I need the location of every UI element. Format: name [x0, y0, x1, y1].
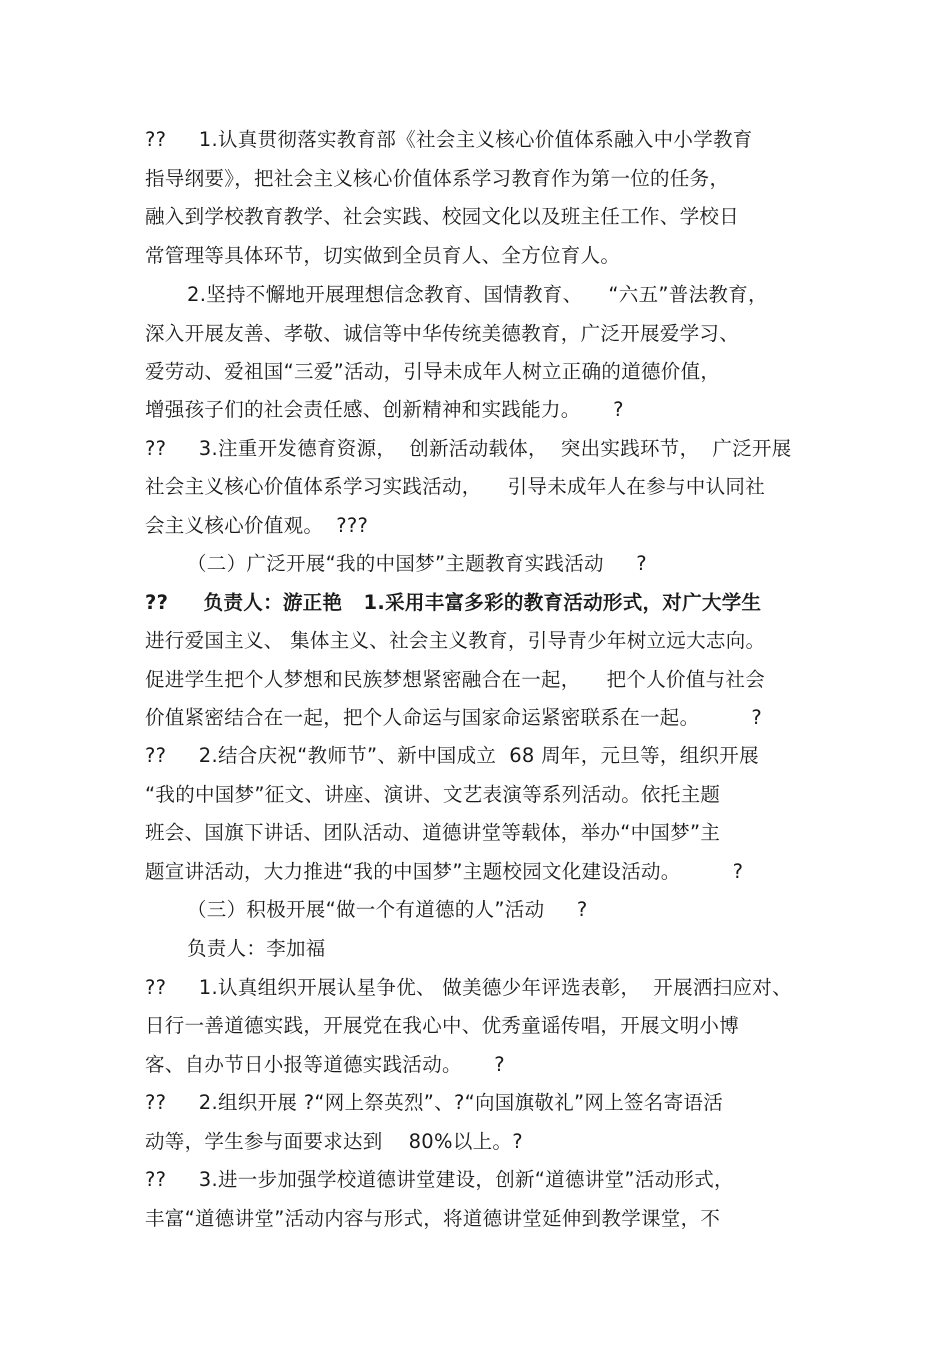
text-line: 深入开展友善、孝敬、诚信等中华传统美德教育，广泛开展爱学习、	[145, 322, 740, 345]
section-heading: （三）积极开展“做一个有道德的人”活动 ?	[187, 898, 588, 921]
text-line: ?? 1.认真贯彻落实教育部《社会主义核心价值体系融入中小学教育	[145, 128, 753, 151]
text-line: ?? 3.进一步加强学校道德讲堂建设，创新“道德讲堂”活动形式，	[145, 1168, 734, 1191]
section-heading: （二）广泛开展“我的中国梦”主题教育实践活动 ?	[187, 552, 647, 575]
text-line: 价值紧密结合在一起，把个人命运与国家命运紧密联系在一起。 ?	[145, 706, 763, 729]
text-line: 日行一善道德实践，开展党在我心中、优秀童谣传唱，开展文明小博	[145, 1014, 740, 1037]
text-line: 指导纲要》，把社会主义核心价值体系学习教育作为第一位的任务，	[145, 167, 730, 190]
text-line: “我的中国梦”征文、讲座、演讲、文艺表演等系列活动。依托主题	[145, 783, 721, 806]
text-line: 融入到学校教育教学、社会实践、校园文化以及班主任工作、学校日	[145, 205, 740, 228]
text-line: 题宣讲活动，大力推进“我的中国梦”主题校园文化建设活动。 ?	[145, 860, 744, 883]
text-line: 负责人：李加福	[187, 937, 326, 960]
text-line: 常管理等具体环节，切实做到全员育人、全方位育人。	[145, 244, 621, 267]
text-line: ?? 负责人：游正艳 1.采用丰富多彩的教育活动形式，对广大学生	[145, 591, 762, 614]
text-line: 爱劳动、爱祖国“三爱”活动，引导未成年人树立正确的道德价值，	[145, 360, 721, 383]
text-line: 进行爱国主义、 集体主义、社会主义教育，引导青少年树立远大志向。	[145, 629, 766, 652]
text-line: 动等，学生参与面要求达到 80%以上。?	[145, 1130, 523, 1153]
text-line: ?? 2.组织开展 ?“网上祭英烈”、?“向国旗敬礼”网上签名寄语活	[145, 1091, 724, 1114]
text-line: 班会、国旗下讲话、团队活动、道德讲堂等载体，举办“中国梦”主	[145, 821, 721, 844]
text-line: 2.坚持不懈地开展理想信念教育、国情教育、 “六五”普法教育，	[187, 283, 768, 306]
text-line: ?? 1.认真组织开展认星争优、 做美德少年评选表彰， 开展洒扫应对、	[145, 976, 792, 999]
text-line: 客、自办节日小报等道德实践活动。 ?	[145, 1053, 505, 1076]
text-line: ?? 2.结合庆祝“教师节”、新中国成立 68 周年，元旦等，组织开展	[145, 744, 759, 767]
text-line: 促进学生把个人梦想和民族梦想紧密融合在一起， 把个人价值与社会	[145, 668, 765, 691]
text-line: 社会主义核心价值体系学习实践活动， 引导未成年人在参与中认同社	[145, 475, 765, 498]
text-line: 会主义核心价值观。 ???	[145, 514, 369, 537]
text-line: ?? 3.注重开发德育资源， 创新活动载体， 突出实践环节， 广泛开展	[145, 437, 792, 460]
text-line: 增强孩子们的社会责任感、创新精神和实践能力。 ?	[145, 398, 624, 421]
text-line: 丰富“道德讲堂”活动内容与形式，将道德讲堂延伸到教学课堂，不	[145, 1207, 721, 1230]
